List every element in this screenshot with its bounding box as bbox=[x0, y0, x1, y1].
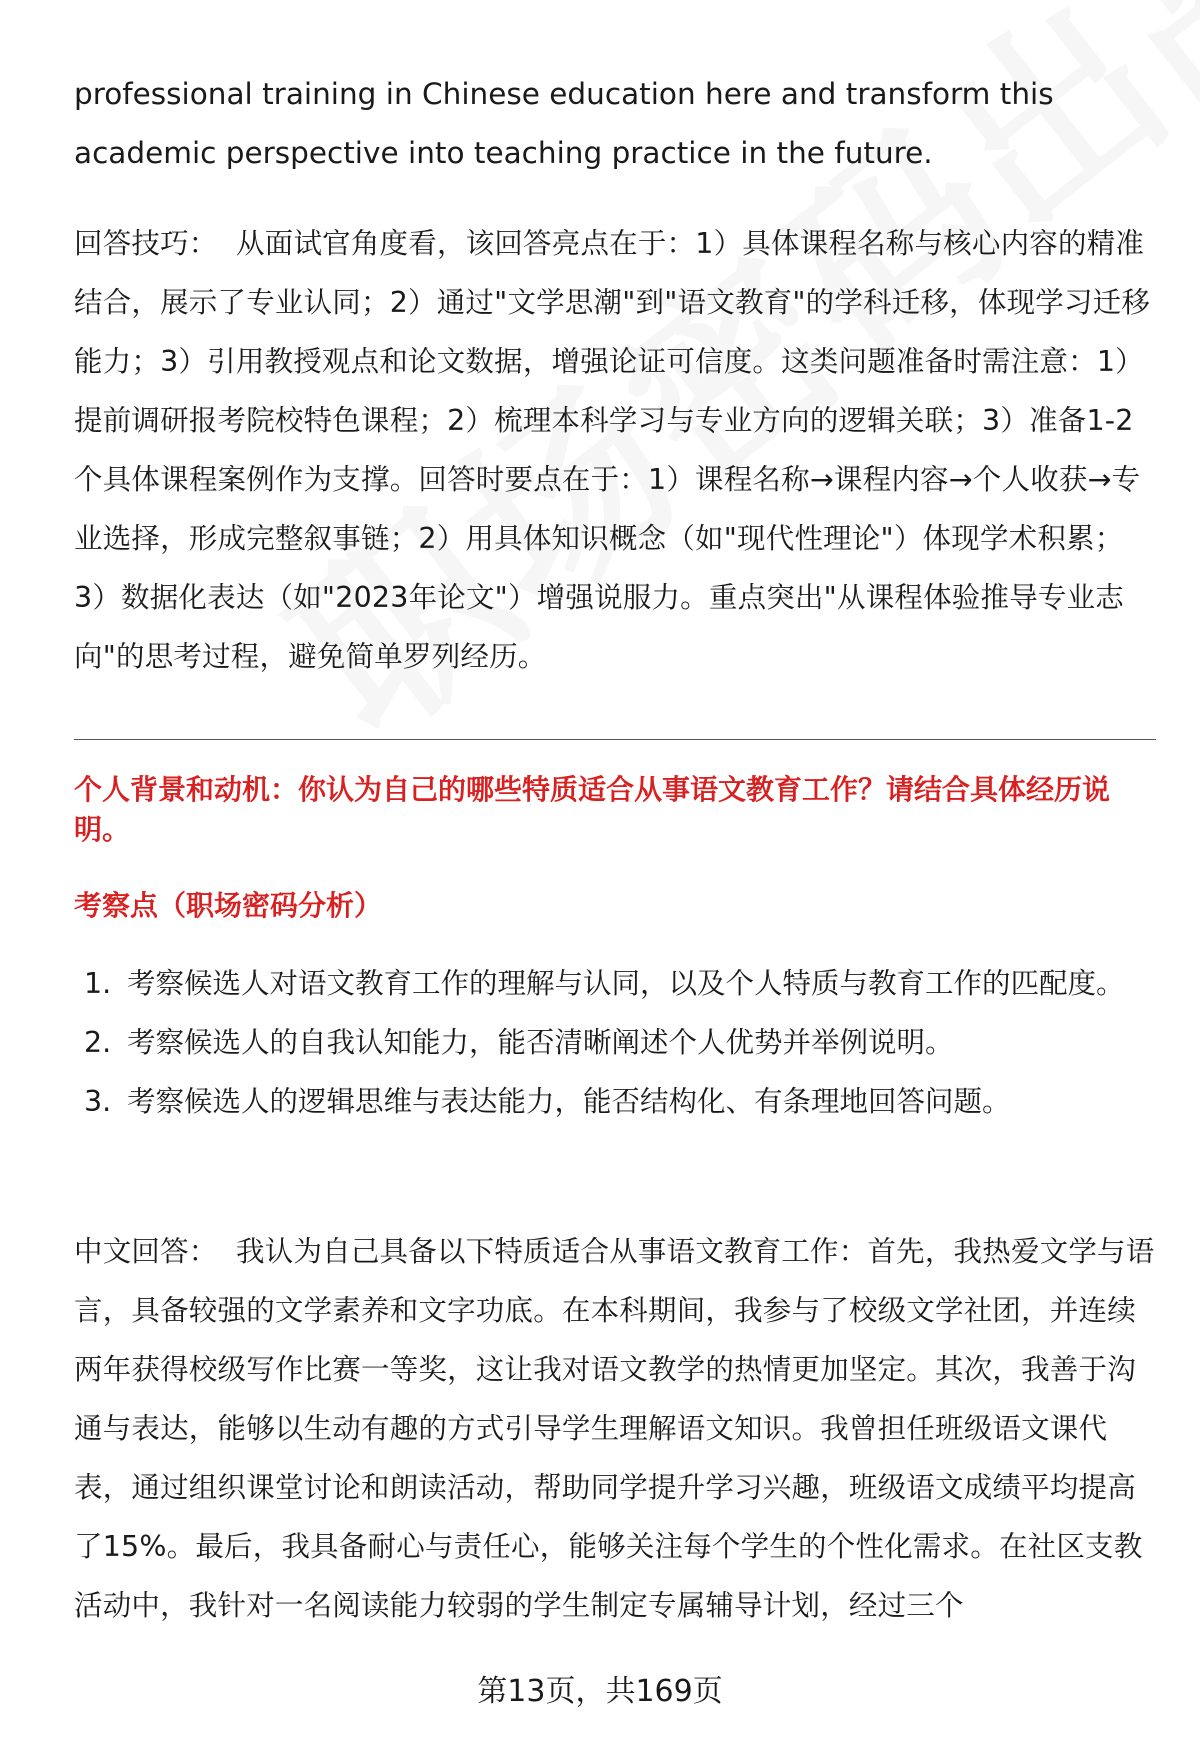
list-item-number: 3. bbox=[84, 1085, 112, 1118]
assessment-list bbox=[74, 954, 1156, 1131]
section-divider bbox=[74, 739, 1156, 740]
assessment-heading: 考察点（职场密码分析） bbox=[74, 889, 383, 922]
list-item-number: 2. bbox=[84, 1026, 112, 1059]
intro-english-paragraph: professional training in Chinese education here and transform this academic perspective into teaching practice in the future. bbox=[74, 77, 1054, 170]
page-number: 第13页，共169页 bbox=[477, 1674, 723, 1709]
answer-tips-label: 回答技巧： bbox=[74, 227, 218, 260]
list-item bbox=[74, 954, 1156, 1013]
chinese-answer-label: 中文回答： bbox=[74, 1235, 218, 1268]
list-item bbox=[74, 1072, 1156, 1131]
answer-tips-paragraph bbox=[74, 214, 1156, 686]
chinese-answer-paragraph bbox=[74, 1222, 1156, 1635]
question-heading: 个人背景和动机：你认为自己的哪些特质适合从事语文教育工作？请结合具体经历说明。 bbox=[74, 773, 1111, 846]
list-item-number: 1. bbox=[84, 967, 112, 1000]
list-item-text: 考察候选人对语文教育工作的理解与认同，以及个人特质与教育工作的匹配度。 bbox=[127, 967, 1125, 1000]
list-item bbox=[74, 1013, 1156, 1072]
list-item-text: 考察候选人的逻辑思维与表达能力，能否结构化、有条理地回答问题。 bbox=[127, 1085, 1011, 1118]
chinese-answer-text: 我认为自己具备以下特质适合从事语文教育工作：首先，我热爱文学与语言，具备较强的文学素养和文字功底。在本科期间，我参与了校级文学社团，并连续两年获得校级写作比赛一等奖，这让我对语文教学的热情更加坚定。其次，我善于沟通与表达，能够以生动有趣的方式引导学生理解语文知识。我曾担任班级语文课代表，通过组织课堂讨论和朗读活动，帮助同学提升学习兴趣，班级语文成绩平均提高了15%。最后，我具备耐心与责任心，能够关注每个学生的个性化需求。在社区支教活动中，我针对一名阅读能力较弱的学生制定专属辅导计划，经过三个 bbox=[74, 1235, 1155, 1622]
document-page bbox=[74, 0, 1156, 1755]
answer-tips-text: 从面试官角度看，该回答亮点在于：1）具体课程名称与核心内容的精准结合，展示了专业认同；2）通过"文学思潮"到"语文教育"的学科迁移，体现学习迁移能力；3）引用教授观点和论文数据，增强论证可信度。这类问题准备时需注意：1）提前调研报考院校特色课程；2）梳理本科学习与专业方向的逻辑关联；3）准备1-2个具体课程案例作为支撑。回答时要点在于：1）课程名称→课程内容→个人收获→专业选择，形成完整叙事链；2）用具体知识概念（如"现代性理论"）体现学术积累；3）数据化表达（如"2023年论文"）增强说服力。重点突出"从课程体验推导专业志向"的思考过程，避免简单罗列经历。 bbox=[74, 227, 1151, 673]
list-item-text: 考察候选人的自我认知能力，能否清晰阐述个人优势并举例说明。 bbox=[127, 1026, 954, 1059]
